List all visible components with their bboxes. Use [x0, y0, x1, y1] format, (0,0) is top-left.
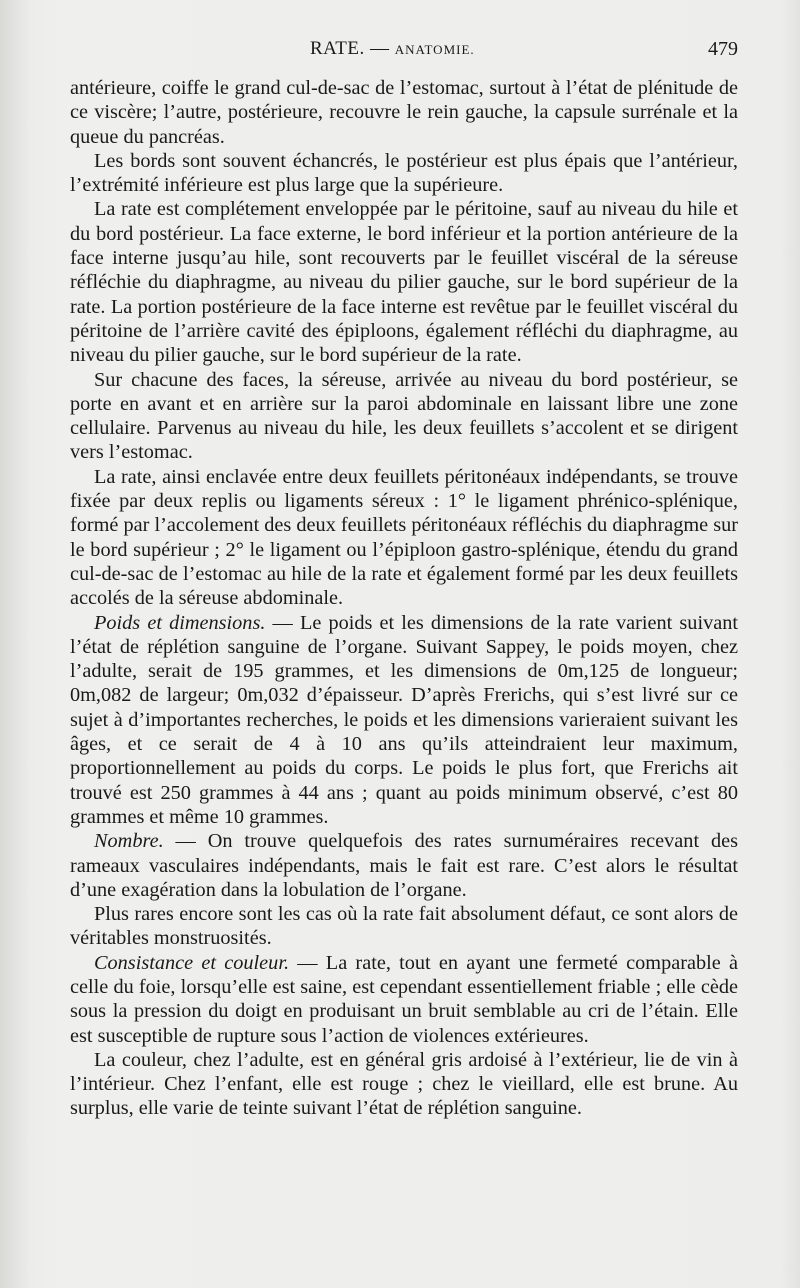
page-number: 479 — [708, 38, 738, 60]
paragraph — [70, 465, 738, 611]
paragraph-text: — Le poids et les dimensions de la rate varient suivant l’état de réplétion sanguine de l’organe. Suivant Sappey, le poids moyen, chez l’adulte, serait de 195 grammes, et les dimensions de 0m,125 de longueur; 0m,082 de largeur; 0m,032 d’épaisseur. D’après Frerichs, qui s’est livré sur ce sujet à d’importantes recherches, le poids et les dimensions varieraient suivant les âges, et ce serait de 4 à 10 ans qu’ils atteindraient leur maximum, proportionnellement au poids du corps. Le poids le plus fort, que Frerichs ait trouvé est 250 grammes à 44 ans ; quant au poids minimum observé, c’est 80 grammes et même 10 grammes. — [70, 611, 738, 828]
paragraph-text: — La rate, tout en ayant une fermeté comparable à celle du foie, lorsqu’elle est saine, est cependant essentiellement friable ; elle cède sous la pression du doigt en produisant un bruit semblable au cri de l’étain. Elle est susceptible de rupture sous l’action de violences extérieures. — [70, 951, 738, 1047]
paragraph-text: La couleur, chez l’adulte, est en général gris ardoisé à l’extérieur, lie de vin à l’intérieur. Chez l’enfant, elle est rouge ; chez le vieillard, elle est brune. Au surplus, elle varie de teinte suivant l’état de réplétion sanguine. — [70, 1048, 738, 1120]
paragraph — [70, 1048, 738, 1121]
paragraph-text: — On trouve quelquefois des rates surnuméraires recevant des rameaux vasculaires indépendants, mais le fait est rare. C’est alors le résultat d’une exagération dans la lobulation de l’organe. — [70, 830, 738, 901]
paragraph — [70, 611, 738, 830]
paragraph — [70, 76, 738, 149]
section-heading: Poids et dimensions. — [94, 611, 266, 634]
running-title-main: RATE. — — [310, 38, 395, 59]
paragraph-text: La rate est complétement enveloppée par le péritoine, sauf au niveau du hile et du bord postérieur. La face externe, le bord inférieur et la portion antérieure de la face interne jusqu’au hile, sont recouverts par le feuillet viscéral de la séreuse réfléchie du diaphragme, au niveau du pilier gauche, sur le bord supérieur de la rate. La portion postérieure de la face interne est revêtue par le feuillet viscéral du péritoine de l’arrière cavité des épiploons, également réfléchi du diaphragme, au niveau du pilier gauche, sur le bord supérieur de la rate. — [70, 198, 738, 367]
paragraph-text: Les bords sont souvent échancrés, le postérieur est plus épais que l’antérieur, l’extrémité inférieure est plus large que la supérieure. — [70, 149, 738, 197]
paragraph — [70, 197, 738, 367]
paragraph — [70, 951, 738, 1048]
paragraph-text: La rate, ainsi enclavée entre deux feuillets péritonéaux indépendants, se trouve fixée par deux replis ou ligaments séreux : 1° le ligament phrénico-splénique, formé par l’accolement des deux feuillets péritonéaux réfléchis du diaphragme sur le bord supérieur ; 2° le ligament ou l’épiploon gastro-splénique, étendu du grand cul-de-sac de l’estomac au hile de la rate et également formé par les deux feuillets accolés de la séreuse abdominale. — [70, 465, 738, 610]
paragraph — [70, 149, 738, 198]
paragraph — [70, 368, 738, 465]
running-header — [70, 38, 738, 68]
running-title-section: ANATOMIE. — [394, 42, 475, 57]
section-heading: Consistance et couleur. — [94, 951, 290, 974]
paragraph-text: antérieure, coiffe le grand cul-de-sac de l’estomac, surtout à l’état de plénitude de ce viscère; l’autre, postérieure, recouvre le rein gauche, la capsule surrénale et la queue du pancréas. — [70, 77, 738, 148]
section-heading: Nombre. — [94, 830, 164, 853]
body-text — [70, 76, 738, 1121]
paragraph-text: Plus rares encore sont les cas où la rate fait absolument défaut, ce sont alors de véritables monstruosités. — [70, 903, 738, 950]
paragraph — [70, 829, 738, 902]
running-title — [310, 38, 475, 60]
paragraph-text: Sur chacune des faces, la séreuse, arrivée au niveau du bord postérieur, se porte en avant et en arrière sur la paroi abdominale en laissant libre une zone cellulaire. Parvenus au niveau du hile, les deux feuillets s’accolent et se dirigent vers l’estomac. — [70, 368, 738, 464]
paragraph — [70, 902, 738, 951]
